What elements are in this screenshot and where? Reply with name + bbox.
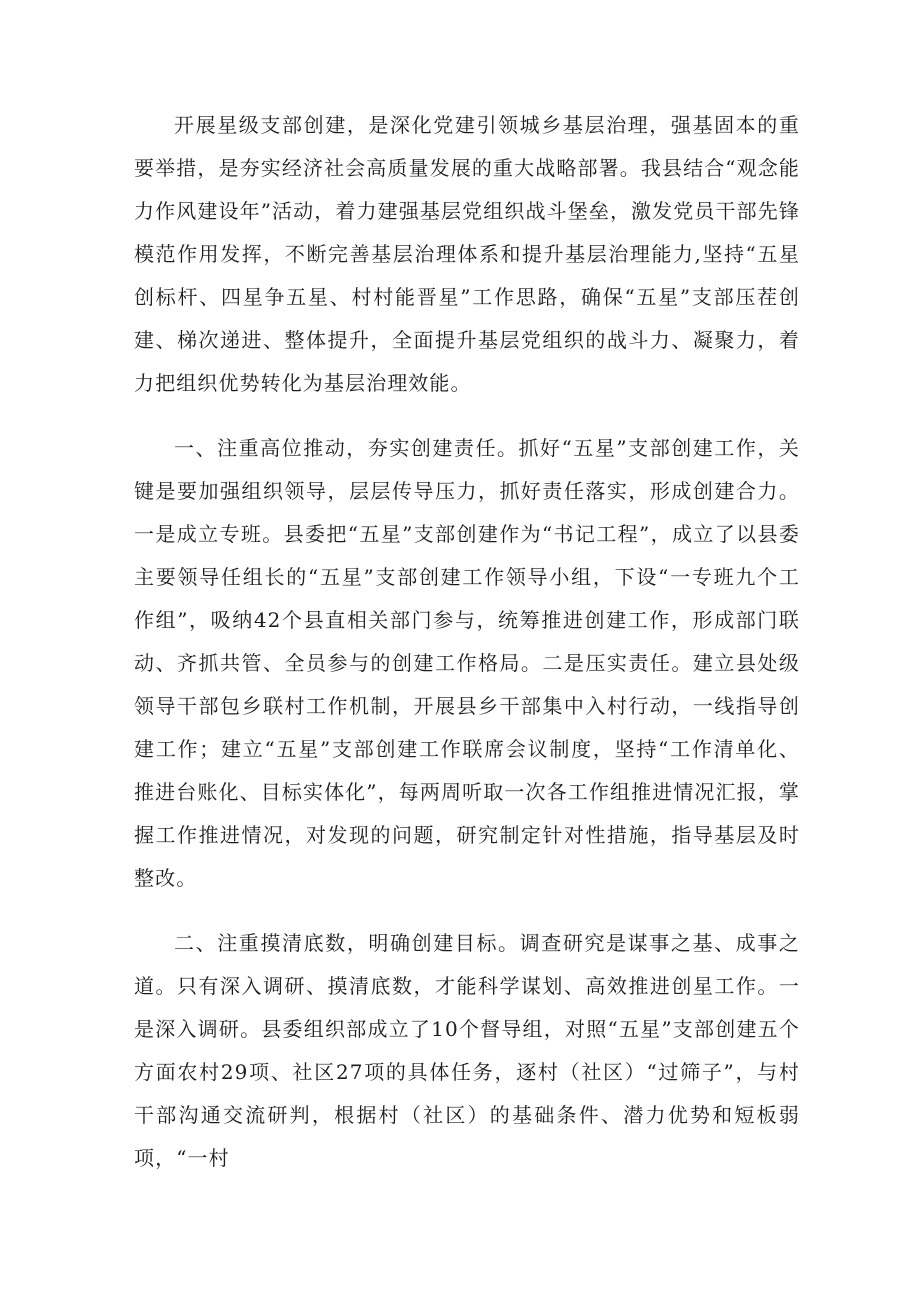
section-two-paragraph: 二、注重摸清底数，明确创建目标。调查研究是谋事之基、成事之道。只有深入调研、摸清底数，才能科学谋划、高效推进创星工作。一是深入调研。县委组织部成立了10个督导组，对照“五星”支部创建五个方面农村29项、社区27项的具体任务，逐村（社区）“过筛子”，与村干部沟通交流研判，根据村（社区）的基础条件、潜力优势和短板弱项，“一村 <box>134 931 800 1170</box>
section-one-paragraph: 一、注重高位推动，夯实创建责任。抓好“五星”支部创建工作，关键是要加强组织领导，层层传导压力，抓好责任落实，形成创建合力。一是成立专班。县委把“五星”支部创建作为“书记工程”，成立了以县委主要领导任组长的“五星”支部创建工作领导小组，下设“一专班九个工作组”，吸纳42个县直相关部门参与，统筹推进创建工作，形成部门联动、齐抓共管、全员参与的创建工作格局。二是压实责任。建立县处级领导干部包乡联村工作机制，开展县乡干部集中入村行动，一线指导创建工作；建立“五星”支部创建工作联席会议制度，坚持“工作清单化、推进台账化、目标实体化”，每两周听取一次各工作组推进情况汇报，掌握工作推进情况，对发现的问题，研究制定针对性措施，指导基层及时整改。 <box>134 436 800 890</box>
intro-paragraph: 开展星级支部创建，是深化党建引领城乡基层治理，强基固本的重要举措，是夯实经济社会高质量发展的重大战略部署。我县结合“观念能力作风建设年”活动，着力建强基层党组织战斗堡垒，激发党员干部先锋模范作用发挥，不断完善基层治理体系和提升基层治理能力,坚持“五星创标杆、四星争五星、村村能晋星”工作思路，确保“五星”支部压茬创建、梯次递进、整体提升，全面提升基层党组织的战斗力、凝聚力，着力把组织优势转化为基层治理效能。 <box>134 113 800 395</box>
document-body <box>134 104 800 1180</box>
